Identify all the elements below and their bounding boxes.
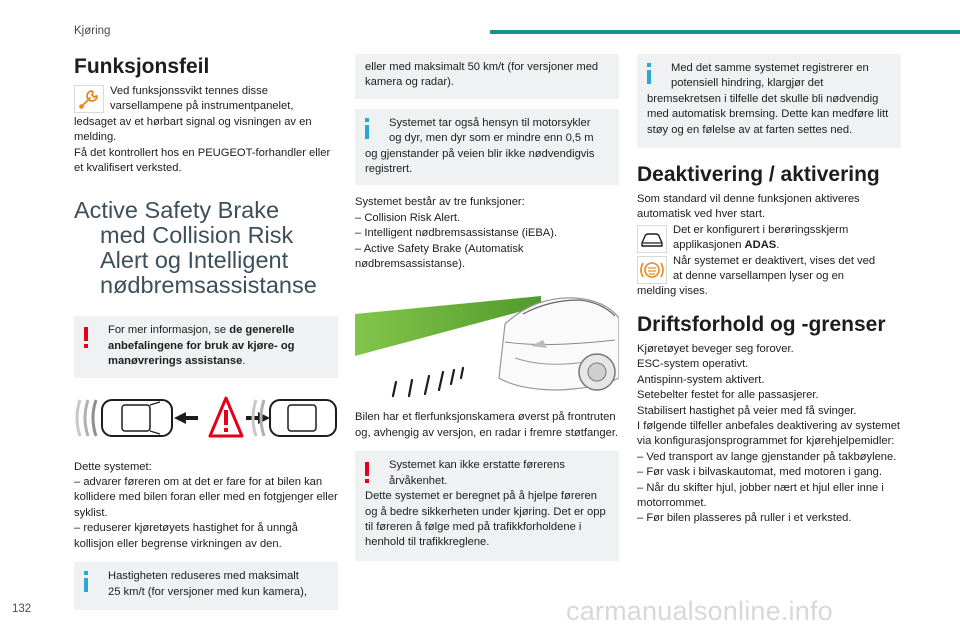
drift-line: – Ved transport av lange gjenstander på takbøylene.: [637, 450, 897, 463]
radar-warning-lamp-icon: [637, 256, 667, 284]
funksjonsfeil-line-2: varsellampene på instrumentpanelet,: [110, 100, 294, 113]
drift-line: Stabilisert hastighet på veier med få svinger.: [637, 404, 857, 417]
funksjonsfeil-heading: Funksjonsfeil: [74, 55, 210, 78]
warning-icon: [360, 462, 376, 484]
deactivated-lamp-row: [637, 254, 901, 300]
asb-heading: Active Safety Brake med Collision Risk Alert og Intelligent nødbremsassistanse: [74, 197, 317, 299]
info-moto-line-1: Systemet tar også hensyn til motorsykler: [389, 116, 591, 129]
drift-list: [637, 342, 901, 527]
adas-config-row: [637, 223, 901, 254]
collision-alert-icon: [210, 398, 242, 436]
car-outline-icon: [637, 225, 667, 253]
front-camera-car-image: [355, 284, 619, 402]
function-item-1: – Collision Risk Alert.: [355, 211, 461, 224]
drift-line: Antispinn-system aktivert.: [637, 373, 765, 386]
camera-radar-text: Bilen har et flerfunksjonskamera øverst på frontruten og, avhengig av versjon, en radar i fremre støtfanger.: [355, 411, 619, 439]
deaktivering-intro: Som standard vil denne funksjonen aktiveres automatisk ved hver start.: [637, 193, 860, 221]
info-speed-line-2: 25 km/t (for versjoner med kun kamera),: [108, 585, 307, 598]
drift-line: – Før vask i bilvaskautomat, med motoren i gang.: [637, 466, 882, 479]
collision-alert-illustration: [74, 392, 338, 444]
function-item-3: – Active Safety Brake (Automatisk nødbremsassistanse).: [355, 242, 524, 271]
drift-line: Setebelter festet for alle passasjerer.: [637, 389, 819, 402]
info-box-braking: [637, 54, 901, 148]
info-box-motorcycles: [355, 109, 619, 186]
funksjonsfeil-paragraph: [74, 84, 338, 176]
system-item-1: – advarer føreren om at det er fare for at bilen kan kollidere med bilen foran eller med en fotgjenger eller syklist.: [74, 476, 338, 519]
drift-line: ESC-system operativt.: [637, 358, 749, 371]
info-braking-line-1: Med det samme systemet registrerer en: [671, 62, 869, 74]
watermark: carmanualsonline.info: [566, 596, 833, 626]
info-moto-line-2: og dyr, men dyr som er mindre enn 0,5 m: [389, 132, 594, 145]
header-accent-bar: [490, 30, 960, 34]
speed-continued-text: eller med maksimalt 50 km/t (for versjoner med kamera og radar).: [365, 61, 599, 89]
warning-vigilance-line-2: årvåkenhet.: [389, 474, 448, 487]
deactivated-line-1: Når systemet er deaktivert, vises det ved: [673, 254, 876, 267]
warning-icon: [79, 327, 95, 349]
system-item-2: – reduserer kjøretøyets hastighet for å unngå kollisjon eller begrense virkningen av den.: [74, 522, 298, 550]
drift-line: I følgende tilfeller anbefales deaktivering av systemet via konfigurasjonsprogrammet for kjørehjelpemidler:: [637, 419, 901, 448]
info-icon: [79, 571, 95, 593]
function-item-2: – Intelligent nødbremsassistanse (iEBA).: [355, 227, 558, 240]
info-braking-line-2: potensiell hindring, klargjør det: [671, 77, 824, 90]
functions-intro: Systemet består av tre funksjoner:: [355, 196, 525, 209]
info-icon: [642, 63, 658, 85]
radar-wave-lines: [393, 368, 463, 396]
deactivated-line-2: at denne varsellampen lyser og en: [673, 270, 845, 283]
info-box-speed-continued: [355, 54, 619, 99]
drift-line: – Før bilen plasseres på ruller i et verksted.: [637, 512, 852, 525]
info-icon: [360, 118, 376, 140]
adas-config-line-1: Det er konfigurert i berøringsskjerm: [673, 223, 849, 236]
warning-text: For mer informasjon, se de generelle anbefalingene for bruk av kjøre- og manøvrerings assistanse.: [108, 324, 295, 368]
car-icon: [77, 400, 172, 436]
info-speed-line-1: Hastigheten reduseres med maksimalt: [108, 570, 299, 583]
warning-vigilance-line-1: Systemet kan ikke erstatte førerens: [389, 459, 565, 472]
drift-heading: Driftsforhold og -grenser: [637, 312, 886, 336]
info-box-speed: [74, 562, 338, 610]
column-2: [355, 54, 619, 561]
drift-line: Kjøretøyet beveger seg forover.: [637, 342, 794, 355]
deaktivering-heading: Deaktivering / aktivering: [637, 163, 880, 187]
deactivated-line-3: melding vises.: [637, 285, 708, 298]
funksjonsfeil-line-1: Ved funksjonssvikt tennes disse: [110, 85, 268, 97]
info-braking-line-3: bremsekretsen i tilfelle det skulle bli nødvendig med automatisk bremsing. Dette kan medføre litt støy og en følelse av at farten settes ned.: [647, 92, 889, 136]
spanner-icon: [74, 85, 104, 113]
section-label: Kjøring: [74, 25, 111, 37]
system-intro: Dette systemet:: [74, 460, 152, 473]
column-1: [74, 54, 338, 610]
functions-list: [355, 195, 619, 272]
adas-label: ADAS: [744, 239, 777, 252]
arrow-icon: [174, 412, 198, 424]
column-3: [637, 54, 901, 527]
page-number: 132: [12, 603, 32, 615]
adas-config-line-2: applikasjonen ADAS.: [673, 239, 780, 252]
funksjonsfeil-line-3: ledsaget av et hørbart signal og visningen av en melding.: [74, 115, 312, 144]
warning-box-vigilance: [355, 451, 619, 560]
warning-vigilance-line-3: Dette systemet er beregnet på å hjelpe føreren og å bedre sikkerheten under kjøring. Det er opp til føreren å følge med på trafikkforholdene i henhold til trafikkreglene.: [365, 490, 606, 549]
system-description: [74, 460, 338, 552]
drift-line: – Når du skifter hjul, jobber nært et hjul eller inne i motorrommet.: [637, 481, 884, 509]
info-moto-line-3: og gjenstander på veien blir ikke nødvendigvis registrert.: [365, 147, 595, 176]
warning-box-info: [74, 316, 338, 377]
funksjonsfeil-note: Få det kontrollert hos en PEUGEOT-forhandler eller et kvalifisert verksted.: [74, 146, 331, 175]
